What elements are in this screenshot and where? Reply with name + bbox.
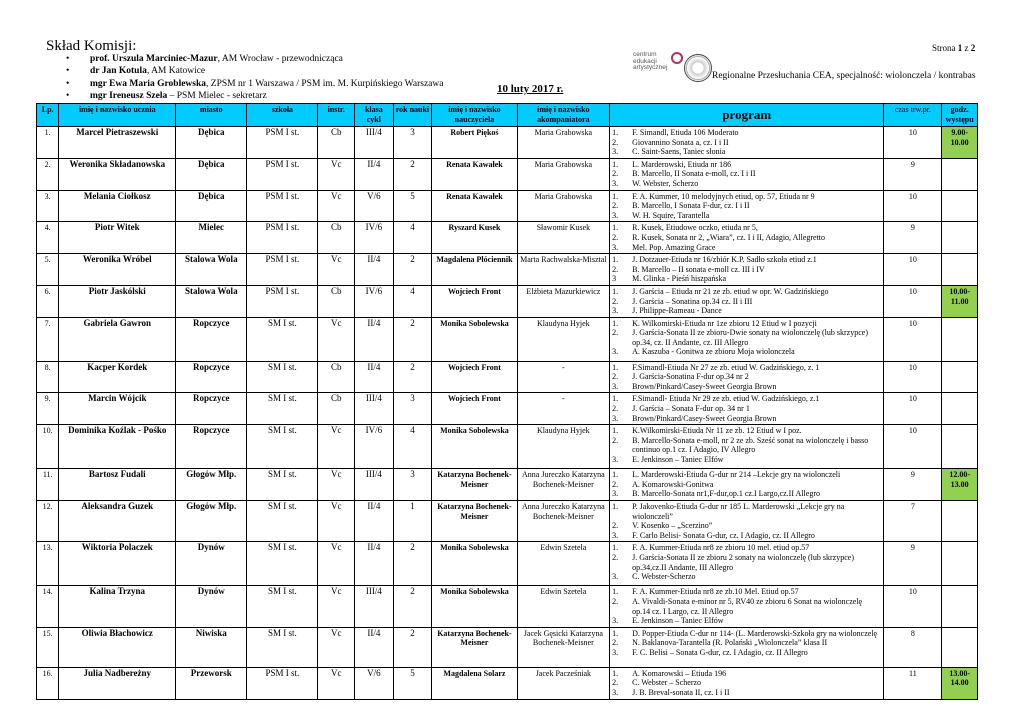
cell-instr: Cb xyxy=(318,285,355,317)
program-item: 3. W. H. Squire, Tarantella xyxy=(612,210,710,220)
cell-class: IV/6 xyxy=(355,285,394,317)
cell-instr: Vc xyxy=(318,190,355,222)
program-item: 2. J. Garścia – Sonata F-dur op. 34 nr 1 xyxy=(612,404,750,414)
cell-teacher: Wojciech Front xyxy=(432,285,517,317)
cell-lp: 11. xyxy=(37,469,59,501)
table-row xyxy=(37,542,978,586)
cell-lp: 14. xyxy=(37,586,59,627)
cell-duration: 7 xyxy=(884,501,942,542)
cell-year: 4 xyxy=(393,425,432,469)
program-item: 1. D. Popper-Etiuda C-dur nr 114- (L. Marderowski-Szkoła gry na wiolonczelę xyxy=(612,628,878,638)
cell-instr: Vc xyxy=(318,667,355,699)
cell-duration: 10 xyxy=(884,190,942,222)
cell-teacher: Monika Sobolewska xyxy=(432,542,517,586)
cell-school: SM I st. xyxy=(247,425,318,469)
cell-teacher: Katarzyna Bochenek-Meisner xyxy=(432,469,517,501)
cell-duration: 9 xyxy=(884,222,942,254)
cell-duration: 10 xyxy=(884,361,942,393)
program-item: 1. L. Marderowski, Etiuda nr 186 xyxy=(612,159,732,169)
cell-program xyxy=(610,393,884,425)
cell-lp: 7. xyxy=(37,317,59,361)
cell-student: Marcel Pietraszewski xyxy=(59,127,176,159)
cell-school: SM I st. xyxy=(247,627,318,667)
program-item: 3. Brown/Pinkard/Casey-Sweet Georgia Brown xyxy=(612,413,777,423)
program-item: 2. N. Baklanova-Tarantella (R. Polański „Wiolonczela” klasa II xyxy=(612,638,828,648)
cell-time xyxy=(942,317,978,361)
cell-lp: 5. xyxy=(37,254,59,286)
cell-class: III/4 xyxy=(355,127,394,159)
cell-class: IV/6 xyxy=(355,222,394,254)
table-row xyxy=(37,393,978,425)
program-item: 3. F. C. Belisi – Sonata G-dur, cz. I Adagio, cz. II Allegro xyxy=(612,647,808,657)
cell-time xyxy=(942,627,978,667)
cell-city: Dębica xyxy=(176,158,247,190)
program-item: 1. F. A. Kummer-Etiuda nr8 ze zb.10 Mel. Etiud op.57 xyxy=(612,587,799,597)
cell-school: PSM I st. xyxy=(247,667,318,699)
cell-year: 2 xyxy=(393,586,432,627)
cell-instr: Cb xyxy=(318,393,355,425)
cell-instr: Cb xyxy=(318,127,355,159)
cell-student: Marcin Wójcik xyxy=(59,393,176,425)
cell-city: Dynów xyxy=(176,586,247,627)
cell-time xyxy=(942,501,978,542)
cell-student: Piotr Witek xyxy=(59,222,176,254)
program-item: 2. J. Garścia – Sonatina op.34 cz. II i III xyxy=(612,296,753,306)
cell-duration: 11 xyxy=(884,667,942,699)
col-school: szkoła xyxy=(247,104,318,127)
cell-city: Stalowa Wola xyxy=(176,285,247,317)
cell-year: 2 xyxy=(393,361,432,393)
cell-student: Weronika Składanowska xyxy=(59,158,176,190)
cell-duration: 9 xyxy=(884,469,942,501)
program-item: 3. C. Webster-Scherzo xyxy=(612,572,696,582)
table-row xyxy=(37,627,978,667)
cell-student: Dominika Koźlak - Pośko xyxy=(59,425,176,469)
cell-lp: 4. xyxy=(37,222,59,254)
cell-accompanist: Marta Rachwalska-Misztal xyxy=(517,254,609,286)
cell-time xyxy=(942,425,978,469)
program-item: 1. R. Kusek, Etiudowe oczko, etiuda nr 5, xyxy=(612,223,758,233)
program-item: 3. B. Marcello-Sonata nr1,F-dur,op.1 cz.I Largo,cz.II Allegro xyxy=(612,489,820,499)
cell-teacher: Monika Sobolewska xyxy=(432,317,517,361)
page-title: Skład Komisji: xyxy=(46,38,137,54)
cell-school: SM I st. xyxy=(247,361,318,393)
table-row xyxy=(37,586,978,627)
cell-year: 3 xyxy=(393,127,432,159)
page-number: Strona 1 z 2 xyxy=(932,43,976,53)
cell-student: Julia Nadbereżny xyxy=(59,667,176,699)
cell-school: PSM I st. xyxy=(247,222,318,254)
program-item: 3. W. Webster, Scherzo xyxy=(612,178,699,188)
cell-city: Głogów Młp. xyxy=(176,469,247,501)
cell-school: PSM I st. xyxy=(247,127,318,159)
cell-duration: 9 xyxy=(884,158,942,190)
cell-year: 5 xyxy=(393,190,432,222)
program-item: 3. J. Philippe-Rameau - Dance xyxy=(612,306,722,316)
cell-student: Kalina Trzyna xyxy=(59,586,176,627)
cell-time xyxy=(942,542,978,586)
cell-program xyxy=(610,361,884,393)
cell-lp: 13. xyxy=(37,542,59,586)
cell-class: II/4 xyxy=(355,254,394,286)
cell-program xyxy=(610,285,884,317)
program-item: 2. B. Marcello – II sonata e-moll cz. III i IV xyxy=(612,264,765,274)
cell-accompanist: Edwin Szetela xyxy=(517,542,609,586)
program-item: 1. A. Komarowski – Etiuda 196 xyxy=(612,668,727,678)
cell-duration: 10 xyxy=(884,285,942,317)
cell-program xyxy=(610,254,884,286)
cell-time xyxy=(942,254,978,286)
table-row xyxy=(37,501,978,542)
cell-school: SM I st. xyxy=(247,501,318,542)
cell-program xyxy=(610,222,884,254)
cell-school: PSM I st. xyxy=(247,285,318,317)
program-item: 2. B. Marcello, II Sonata e-moll, cz. I i II xyxy=(612,169,756,179)
logo-ring-icon xyxy=(671,52,683,64)
cell-city: Ropczyce xyxy=(176,317,247,361)
cell-city: Ropczyce xyxy=(176,393,247,425)
cell-program xyxy=(610,627,884,667)
col-class: klasa cykl xyxy=(355,104,394,127)
table-row xyxy=(37,158,978,190)
cell-class: II/4 xyxy=(355,317,394,361)
cell-instr: Cb xyxy=(318,361,355,393)
cell-city: Stalowa Wola xyxy=(176,254,247,286)
cell-class: IV/6 xyxy=(355,425,394,469)
cell-lp: 10. xyxy=(37,425,59,469)
cell-school: SM I st. xyxy=(247,317,318,361)
cell-class: V/6 xyxy=(355,190,394,222)
committee-member: • prof. Urszula Marciniec-Mazur, AM Wrocław - przewodnicząca xyxy=(66,53,443,65)
audition-date: 10 luty 2017 r. xyxy=(497,83,564,95)
cell-city: Głogów Młp. xyxy=(176,501,247,542)
cea-logo: centrum edukacji artystycznej xyxy=(633,52,681,80)
col-lp: Lp. xyxy=(37,104,59,127)
cell-school: PSM I st. xyxy=(247,190,318,222)
cell-accompanist: Jacek Gęsicki Katarzyna Bochenek-Meisner xyxy=(517,627,609,667)
cell-teacher: Magdalena Płóciennik xyxy=(432,254,517,286)
program-item: 2. V. Kosenko – „Scerzino” xyxy=(612,521,713,531)
cell-student: Oliwia Błachowicz xyxy=(59,627,176,667)
cell-year: 1 xyxy=(393,501,432,542)
cell-time: 10.00-11.00 xyxy=(942,285,978,317)
program-item: 2. Giovannino Sonata a, cz. I i II xyxy=(612,137,729,147)
cell-class: V/6 xyxy=(355,667,394,699)
program-item: 1. F. A. Kummer-Etiuda nr8 ze zbioru 10 mel. etiud op.57 xyxy=(612,543,810,553)
cell-teacher: Ryszard Kusek xyxy=(432,222,517,254)
cell-year: 3 xyxy=(393,469,432,501)
program-item: 2. R. Kusek, Sonata nr 2, „Wiara”, cz. I i II, Adagio, Allegretto xyxy=(612,232,826,242)
committee-list xyxy=(66,53,443,102)
cell-time xyxy=(942,190,978,222)
cell-year: 4 xyxy=(393,285,432,317)
cell-instr: Vc xyxy=(318,317,355,361)
cell-accompanist: Maria Grabowska xyxy=(517,127,609,159)
cell-lp: 2. xyxy=(37,158,59,190)
cell-instr: Cb xyxy=(318,222,355,254)
cell-time xyxy=(942,393,978,425)
table-row xyxy=(37,254,978,286)
program-item: 2. A. Vivaldi-Sonata e-minor nr 5, RV40 ze zbioru 6 Sonat na wiolonczelę op.14 cz. I Largo, cz. II Allegro xyxy=(612,597,863,616)
cell-year: 3 xyxy=(393,393,432,425)
table-row xyxy=(37,361,978,393)
committee-member: • dr Jan Kotula, AM Katowice xyxy=(66,65,443,77)
cell-time: 12.00-13.00 xyxy=(942,469,978,501)
program-item: 1. F.Simandl- Etiuda Nr 29 ze zb. etiud W. Gadzińskiego, z.1 xyxy=(612,394,820,404)
cell-program xyxy=(610,317,884,361)
table-row xyxy=(37,667,978,699)
cell-accompanist: Maria Grabowska xyxy=(517,190,609,222)
cell-class: II/4 xyxy=(355,158,394,190)
cell-duration: 10 xyxy=(884,317,942,361)
col-year: rok nauki xyxy=(393,104,432,127)
program-item: 1. K.Wilkomirski-Etiuda Nr 11 ze zb. 12 Etiud w I poz. xyxy=(612,426,802,436)
cell-teacher: Wojciech Front xyxy=(432,393,517,425)
cell-school: SM I st. xyxy=(247,542,318,586)
program-item: 2. B. Marcello-Sonata e-moll, nr 2 ze zb. Sześć sonat na wiolonczelę i basso continuo op.1 cz. I Adagio, IV Allegro xyxy=(612,435,869,455)
program-item: 1. F.Simandl-Etiuda Nr 27 ze zb. etiud W. Gadzińskiego, z. 1 xyxy=(612,362,820,372)
cell-year: 2 xyxy=(393,158,432,190)
program-item: 3. A. Kaszuba - Gonitwa ze zbioru Moja wiolonczela xyxy=(612,347,795,357)
cell-city: Przeworsk xyxy=(176,667,247,699)
cell-year: 2 xyxy=(393,627,432,667)
cell-instr: Vc xyxy=(318,158,355,190)
cell-accompanist: Edwin Szetela xyxy=(517,586,609,627)
cell-lp: 15. xyxy=(37,627,59,667)
cell-student: Bartosz Fudali xyxy=(59,469,176,501)
cell-lp: 12. xyxy=(37,501,59,542)
program-item: 2. B. Marcello, I Sonata F-dur, cz. I i II xyxy=(612,201,750,211)
cell-year: 2 xyxy=(393,542,432,586)
cell-program xyxy=(610,586,884,627)
program-item: 1. J. Dotzauer-Etiuda nr 16/zbiór K.P. Sadło szkoła etiud z.1 xyxy=(612,255,817,265)
program-item: 2. J. Garścia-Sonata II ze zbioru-Dwie sonaty na wiolonczelę (lub skrzypce) op.34, cz. II Andante, cz. III Allegro xyxy=(612,328,868,347)
table-row xyxy=(37,190,978,222)
cell-student: Aleksandra Guzek xyxy=(59,501,176,542)
cell-city: Dębica xyxy=(176,127,247,159)
cell-school: SM I st. xyxy=(247,586,318,627)
cell-class: III/4 xyxy=(355,393,394,425)
cell-accompanist: Jacek Pacześniak xyxy=(517,667,609,699)
table-row xyxy=(37,127,978,159)
cell-teacher: Wojciech Front xyxy=(432,361,517,393)
cell-instr: Vc xyxy=(318,254,355,286)
cell-student: Gabriela Gawron xyxy=(59,317,176,361)
program-item: 3. F. Carlo Belisi- Sonata G-dur, cz. I Adagio, cz. II Allegro xyxy=(612,530,815,540)
table-row xyxy=(37,317,978,361)
cell-teacher: Robert Piękoś xyxy=(432,127,517,159)
cell-class: II/4 xyxy=(355,361,394,393)
cell-city: Niwiska xyxy=(176,627,247,667)
col-accompanist: imię i nazwisko akompaniatora xyxy=(517,104,609,127)
cell-instr: Vc xyxy=(318,627,355,667)
cell-class: III/4 xyxy=(355,469,394,501)
cell-city: Ropczyce xyxy=(176,425,247,469)
cell-class: II/4 xyxy=(355,627,394,667)
program-item: 3 M. Glinka - Pieśń hiszpańska xyxy=(612,274,727,284)
school-seal-icon xyxy=(684,54,712,82)
program-item: 2. C. Webster – Scherzo xyxy=(612,678,702,688)
cell-teacher: Renata Kawałek xyxy=(432,158,517,190)
program-item: 3. C. Saint-Saens, Taniec słonia xyxy=(612,147,726,157)
cell-program xyxy=(610,127,884,159)
cell-class: III/4 xyxy=(355,586,394,627)
cell-lp: 1. xyxy=(37,127,59,159)
cell-accompanist: Maria Grabowska xyxy=(517,158,609,190)
table-row xyxy=(37,222,978,254)
cell-lp: 8. xyxy=(37,361,59,393)
program-item: 3. J. B. Breval-sonata II, cz. I i II xyxy=(612,687,730,697)
cell-lp: 9. xyxy=(37,393,59,425)
cell-program xyxy=(610,469,884,501)
cell-time: 9.00-10.00 xyxy=(942,127,978,159)
col-instr: instr. xyxy=(318,104,355,127)
cell-student: Melania Ciołkosz xyxy=(59,190,176,222)
program-item: 1. P. Jakovenko-Etiuda G-dur nr 185 L. Marderowski „Lekcje gry na wiolonczeli” xyxy=(612,502,845,521)
cell-duration: 10 xyxy=(884,393,942,425)
cell-school: SM I st. xyxy=(247,393,318,425)
cell-accompanist: Anna Jureczko Katarzyna Bochenek-Meisner xyxy=(517,501,609,542)
table-row xyxy=(37,425,978,469)
cell-city: Ropczyce xyxy=(176,361,247,393)
cell-teacher: Katarzyna Bochenek-Meisner xyxy=(432,501,517,542)
cell-program xyxy=(610,425,884,469)
cell-school: PSM I st. xyxy=(247,254,318,286)
cell-teacher: Katarzyna Bochenek-Meisner xyxy=(432,627,517,667)
cell-teacher: Renata Kawałek xyxy=(432,190,517,222)
cell-program xyxy=(610,667,884,699)
cell-duration: 8 xyxy=(884,627,942,667)
cell-year: 2 xyxy=(393,317,432,361)
program-item: 3. Brown/Pinkard/Casey-Sweet Georgia Brown xyxy=(612,381,777,391)
col-program: program xyxy=(610,104,884,127)
program-item: 3. Mel. Pop. Amazing Grace xyxy=(612,242,716,252)
table-header-row xyxy=(37,104,978,127)
cell-instr: Vc xyxy=(318,425,355,469)
cell-time xyxy=(942,158,978,190)
cell-duration: 9 xyxy=(884,542,942,586)
cell-student: Weronika Wróbel xyxy=(59,254,176,286)
cell-program xyxy=(610,542,884,586)
cell-accompanist: Anna Jureczko Katarzyna Bochenek-Meisner xyxy=(517,469,609,501)
cell-student: Piotr Jaskólski xyxy=(59,285,176,317)
cell-year: 4 xyxy=(393,222,432,254)
program-item: 1. L. Marderowski-Etiuda G-dur nr 214 –Lekcje gry na wiolonczeli xyxy=(612,470,841,480)
cell-city: Dębica xyxy=(176,190,247,222)
cell-lp: 3. xyxy=(37,190,59,222)
col-duration: czas trw.pr. xyxy=(884,104,942,127)
program-item: 1. K. Wilkomirski-Etiuda nr 1ze zbioru 12 Etiud w I pozycji xyxy=(612,318,817,328)
cell-duration: 10 xyxy=(884,127,942,159)
cell-instr: Vc xyxy=(318,501,355,542)
cell-time xyxy=(942,586,978,627)
col-student: imię i nazwisko ucznia xyxy=(59,104,176,127)
program-item: 2. A. Komarowski-Gonitwa xyxy=(612,479,714,489)
col-city: miasto xyxy=(176,104,247,127)
col-teacher: imię i nazwisko nauczyciela xyxy=(432,104,517,127)
cell-year: 5 xyxy=(393,667,432,699)
cell-time xyxy=(942,361,978,393)
table-row xyxy=(37,469,978,501)
cell-student: Wiktoria Polaczek xyxy=(59,542,176,586)
cell-time: 13.00-14.00 xyxy=(942,667,978,699)
organizer-line: Regionalne Przesłuchania CEA, specjalność: wiolonczela / kontrabas xyxy=(712,71,976,81)
cell-year: 2 xyxy=(393,254,432,286)
cell-program xyxy=(610,501,884,542)
cell-lp: 6. xyxy=(37,285,59,317)
cell-class: II/4 xyxy=(355,501,394,542)
cell-lp: 16. xyxy=(37,667,59,699)
program-item: 2. J. Garścia-Sonatina F-dur op.34 nr 2 xyxy=(612,372,749,382)
cell-accompanist: - xyxy=(517,361,609,393)
cell-time xyxy=(942,222,978,254)
cell-accompanist: Klaudyna Hyjek xyxy=(517,317,609,361)
program-item: 1. J. Garścia – Etiuda nr 21 ze zb. etiud w opr. W. Gadzińskiego xyxy=(612,286,829,296)
program-item: 1. F. A. Kummer, 10 melodyjnych etiud, op. 57, Etiuda nr 9 xyxy=(612,191,815,201)
cell-teacher: Monika Sobolewska xyxy=(432,586,517,627)
cell-program xyxy=(610,158,884,190)
cell-accompanist: Klaudyna Hyjek xyxy=(517,425,609,469)
program-item: 3. E. Jenkinson – Taniec Elfów xyxy=(612,616,724,626)
cell-class: II/4 xyxy=(355,542,394,586)
cell-duration: 10 xyxy=(884,254,942,286)
cell-accompanist: - xyxy=(517,393,609,425)
program-item: 1. F. Simandl, Etiuda 106 Moderato xyxy=(612,128,739,137)
cell-program xyxy=(610,190,884,222)
table-row xyxy=(37,285,978,317)
cell-duration: 10 xyxy=(884,586,942,627)
cell-accompanist: Sławomir Kusek xyxy=(517,222,609,254)
program-item: 2. J. Garścia-Sonata II ze zbioru 2 sonaty na wiolonczelę (lub skrzypce) op.34,cz.II Andante, III Allegro xyxy=(612,553,854,572)
program-item: 3. E. Jenkinson – Taniec Elfów xyxy=(612,455,724,465)
cell-school: SM I st. xyxy=(247,469,318,501)
cell-instr: Vc xyxy=(318,586,355,627)
cell-teacher: Magdalena Solarz xyxy=(432,667,517,699)
cell-instr: Vc xyxy=(318,542,355,586)
cell-city: Mielec xyxy=(176,222,247,254)
cell-instr: Vc xyxy=(318,469,355,501)
committee-member: • mgr Ewa Maria Groblewska, ZPSM nr 1 Warszawa / PSM im. M. Kurpińskiego Warszawa xyxy=(66,78,443,90)
cell-city: Dynów xyxy=(176,542,247,586)
schedule-table xyxy=(36,103,978,700)
col-time: godz. występu xyxy=(942,104,978,127)
cell-accompanist: Elżbieta Mazurkiewicz xyxy=(517,285,609,317)
cell-student: Kacper Kordek xyxy=(59,361,176,393)
cell-duration: 10 xyxy=(884,425,942,469)
committee-member: • mgr Ireneusz Szela – PSM Mielec - sekretarz xyxy=(66,90,443,102)
cell-teacher: Monika Sobolewska xyxy=(432,425,517,469)
cell-school: PSM I st. xyxy=(247,158,318,190)
